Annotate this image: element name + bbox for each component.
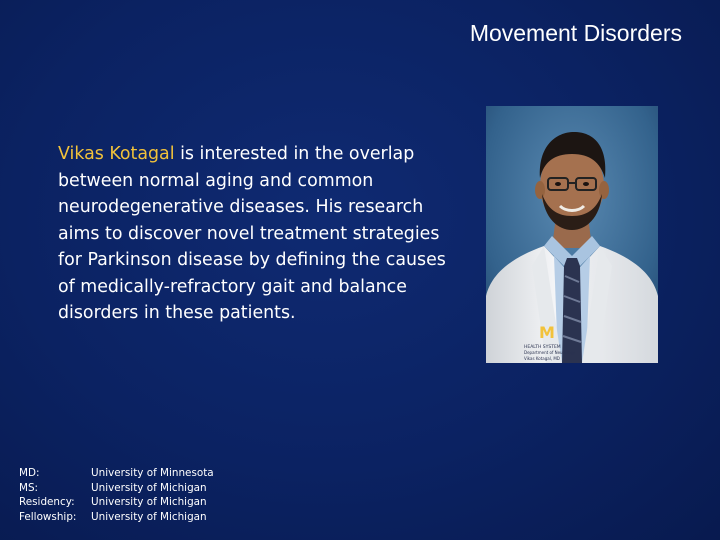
- portrait-photo: [486, 106, 658, 363]
- education-institution: University of Minnesota: [91, 467, 214, 479]
- education-label: MD:: [19, 467, 40, 479]
- slide-title: Movement Disorders: [469, 20, 682, 46]
- education-institution: University of Michigan: [91, 510, 207, 523]
- education-institution: University of Michigan: [91, 481, 207, 494]
- education-institution: University of Michigan: [91, 496, 207, 508]
- education-list: [19, 466, 214, 524]
- badge-line3: Vikas Kotagal, MD: [524, 356, 560, 361]
- education-label: Fellowship:: [19, 510, 77, 523]
- education-row: [19, 510, 214, 525]
- education-row: [19, 466, 214, 481]
- education-label: MS:: [19, 481, 39, 494]
- education-row: [19, 481, 214, 496]
- education-label: Residency:: [19, 496, 75, 508]
- badge-line2: Department of Neurology: [524, 350, 576, 355]
- education-row: [19, 495, 214, 510]
- university-logo: M: [539, 323, 555, 342]
- bio-text: is interested in the overlap between normal aging and common neurodegenerative diseases. His research aims to discover novel treatment strategies for Parkinson disease by defining the causes of medically-refractory gait and balance disorders in these patients.: [58, 144, 446, 323]
- badge-line1: HEALTH SYSTEM: [524, 345, 561, 350]
- bio-paragraph: [58, 141, 468, 327]
- person-name: Vikas Kotagal: [58, 144, 175, 164]
